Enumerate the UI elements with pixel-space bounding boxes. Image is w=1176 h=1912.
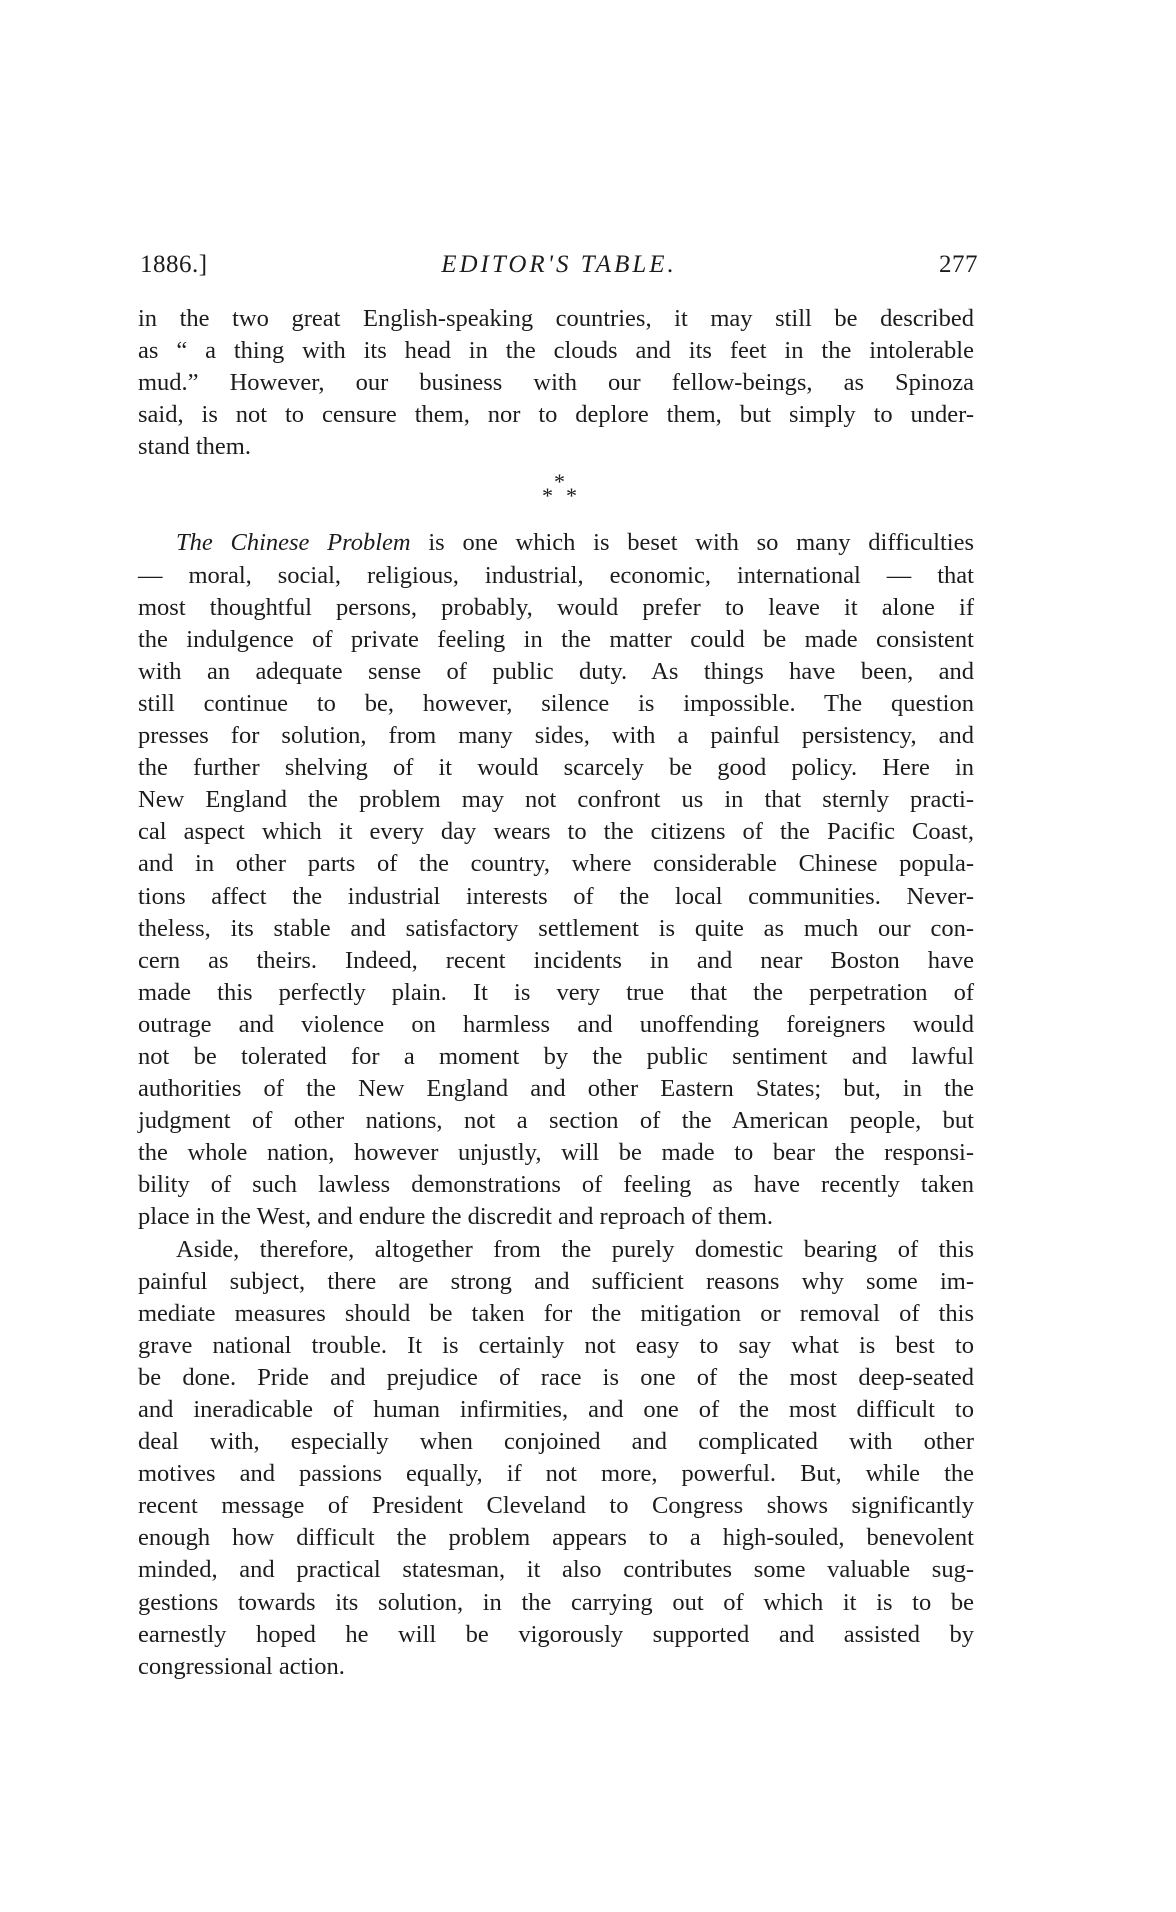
- text-line: presses for solution, from many sides, with a painful persistency, and: [138, 722, 974, 750]
- text-line: minded, and practical statesman, it also contributes some valuable sug-: [138, 1556, 974, 1584]
- text-line: judgment of other nations, not a section of the American people, but: [138, 1107, 974, 1135]
- text-line: New England the problem may not confront us in that sternly practi-: [138, 786, 974, 814]
- text-line: gestions towards its solution, in the carrying out of which it is to be: [138, 1588, 974, 1616]
- text-line: tions affect the industrial interests of the local communities. Never-: [138, 882, 974, 910]
- text-line: stand them.: [138, 433, 251, 461]
- text-line: in the two great English-speaking countries, it may still be described: [138, 305, 974, 332]
- text-line: cern as theirs. Indeed, recent incidents in and near Boston have: [138, 946, 974, 974]
- text-line: place in the West, and endure the discredit and reproach of them.: [138, 1203, 774, 1231]
- text-line: the whole nation, however unjustly, will be made to bear the responsi-: [138, 1139, 974, 1167]
- text-line: cal aspect which it every day wears to the citizens of the Pacific Coast,: [138, 818, 974, 846]
- text-line: the further shelving of it would scarcely be good policy. Here in: [138, 754, 974, 782]
- running-head: [140, 245, 978, 285]
- text-line: painful subject, there are strong and sufficient reasons why some im-: [138, 1267, 974, 1295]
- text-line: be done. Pride and prejudice of race is one of the most deep-seated: [138, 1363, 974, 1391]
- italic-title: The Chinese Problem: [176, 529, 411, 557]
- text-line: not be tolerated for a moment by the public sentiment and lawful: [138, 1042, 974, 1070]
- text-line: said, is not to censure them, nor to deplore them, but simply to under-: [138, 401, 974, 429]
- text-line: mud.” However, our business with our fellow-beings, as Spinoza: [138, 369, 974, 397]
- page-number: 277: [939, 251, 978, 278]
- paragraph-2: [138, 527, 974, 1233]
- running-head-year: 1886.]: [140, 251, 208, 278]
- text-line: with an adequate sense of public duty. As things have been, and: [138, 657, 974, 685]
- text-line: congressional action.: [138, 1652, 345, 1680]
- asterism-star: *: [554, 469, 565, 495]
- text-line: most thoughtful persons, probably, would prefer to leave it alone if: [138, 593, 974, 621]
- text-line: mediate measures should be taken for the mitigation or removal of this: [138, 1299, 974, 1327]
- body-text: [138, 303, 974, 1683]
- text-line: earnestly hoped he will be vigorously supported and assisted by: [138, 1620, 974, 1648]
- text-line: as “ a thing with its head in the clouds and its feet in the intolerable: [138, 337, 974, 365]
- text-segment: is one which is beset with so many difficulties: [410, 529, 974, 557]
- asterism-star: *: [542, 483, 553, 509]
- text-line: and ineradicable of human infirmities, and one of the most difficult to: [138, 1396, 974, 1423]
- paragraph-1: [138, 303, 974, 463]
- text-line: — moral, social, religious, industrial, economic, international — that: [138, 561, 974, 589]
- text-line: the indulgence of private feeling in the matter could be made consistent: [138, 625, 974, 653]
- text-line: motives and passions equally, if not more, powerful. But, while the: [138, 1460, 974, 1488]
- text-line: grave national trouble. It is certainly not easy to say what is best to: [138, 1331, 974, 1359]
- running-head-title: EDITOR'S TABLE.: [441, 251, 677, 278]
- text-line: outrage and violence on harmless and unoffending foreigners would: [138, 1010, 974, 1038]
- section-break-asterism: [138, 463, 974, 527]
- text-line: still continue to be, however, silence is impossible. The question: [138, 689, 974, 717]
- text-line: deal with, especially when conjoined and complicated with other: [138, 1428, 974, 1456]
- text-line: theless, its stable and satisfactory settlement is quite as much our con-: [138, 914, 974, 942]
- text-line: Aside, therefore, altogether from the purely domestic bearing of this: [176, 1235, 974, 1263]
- text-line: enough how difficult the problem appears to a high-souled, benevolent: [138, 1524, 974, 1552]
- text-line: recent message of President Cleveland to Congress shows significantly: [138, 1492, 974, 1520]
- asterism-star: *: [566, 483, 577, 509]
- text-line: and in other parts of the country, where considerable Chinese popula-: [138, 850, 974, 878]
- text-line: authorities of the New England and other Eastern States; but, in the: [138, 1075, 974, 1103]
- paragraph-3: [138, 1234, 974, 1683]
- text-line: [138, 527, 974, 559]
- text-line: bility of such lawless demonstrations of feeling as have recently taken: [138, 1171, 974, 1199]
- text-line: made this perfectly plain. It is very true that the perpetration of: [138, 978, 974, 1006]
